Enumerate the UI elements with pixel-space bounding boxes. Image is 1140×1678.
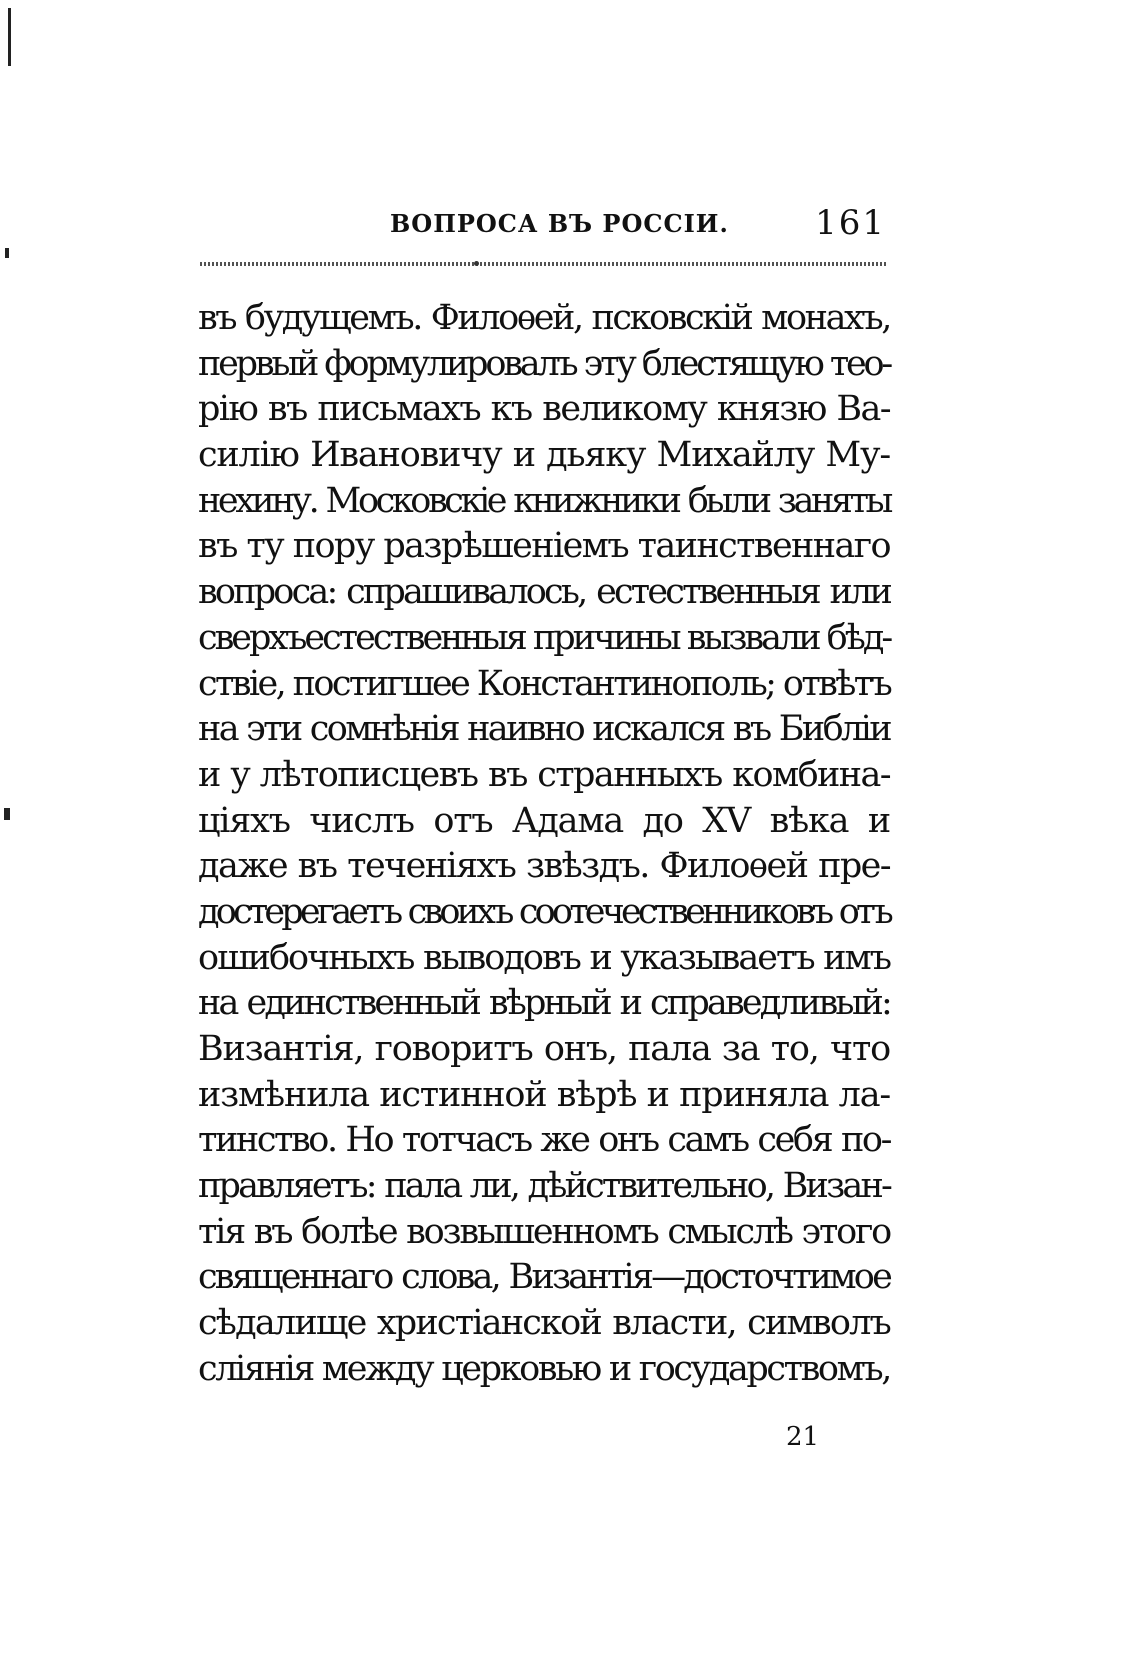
scan-edge-mark (4, 808, 10, 820)
page-header (200, 203, 888, 247)
text-line: ствіе, постигшее Константинополь; отвѣтъ (198, 663, 891, 704)
header-rule (200, 262, 888, 266)
header-rule-ornament (474, 261, 479, 266)
scan-edge-mark (8, 8, 11, 66)
text-line: сѣдалище христіанской власти, символъ (198, 1303, 890, 1344)
scan-edge-mark (5, 248, 9, 258)
text-line: въ будущемъ. Филоѳей, псковскій монахъ, (198, 298, 890, 338)
text-line: ошибочныхъ выводовъ и указываетъ имъ (198, 937, 890, 978)
text-line: измѣнила истинной вѣрѣ и приняла ла- (198, 1074, 890, 1115)
body-text (198, 296, 890, 1393)
text-line: достерегаетъ своихъ соотечественниковъ отъ (198, 891, 890, 932)
text-line: священнаго слова, Византія—досточтимое (198, 1257, 890, 1298)
text-line: тинство. Но тотчасъ же онъ самъ себя по- (198, 1120, 890, 1161)
text-line: въ ту пору разрѣшеніемъ таинственнаго (198, 526, 890, 567)
text-line: ціяхъ числъ отъ Адама до XV вѣка и (198, 800, 890, 841)
text-line: тія въ болѣе возвышенномъ смыслѣ этого (198, 1211, 890, 1252)
text-line: сверхъестественныя причины вызвали бѣд- (198, 617, 891, 658)
text-line: на единственный вѣрный и справедливый: (198, 983, 890, 1024)
text-line: и у лѣтописцевъ въ странныхъ комбина- (198, 754, 890, 795)
page-number: 161 (815, 203, 886, 243)
text-line: правляетъ: пала ли, дѣйствительно, Визан- (198, 1166, 890, 1207)
text-line: Византія, говоритъ онъ, пала за то, что (198, 1029, 890, 1069)
text-line: силію Ивановичу и дьяку Михайлу Му- (198, 435, 890, 476)
text-line: на эти сомнѣнія наивно искался въ Библіи (198, 709, 890, 750)
text-line: рію въ письмахъ къ великому князю Ва- (198, 389, 890, 430)
text-line: нехину. Московскіе книжники были заняты (198, 480, 890, 521)
signature-mark: 21 (786, 1422, 820, 1452)
text-line: даже въ теченіяхъ звѣздъ. Филоѳей пре- (198, 846, 890, 887)
text-line: вопроса: спрашивалось, естественныя или (198, 572, 890, 613)
text-line: сліянія между церковью и государствомъ, (198, 1348, 890, 1389)
text-line: первый формулировалъ эту блестящую тео- (198, 343, 890, 384)
running-head: ВОПРОСА ВЪ РОССІИ. (390, 209, 729, 238)
